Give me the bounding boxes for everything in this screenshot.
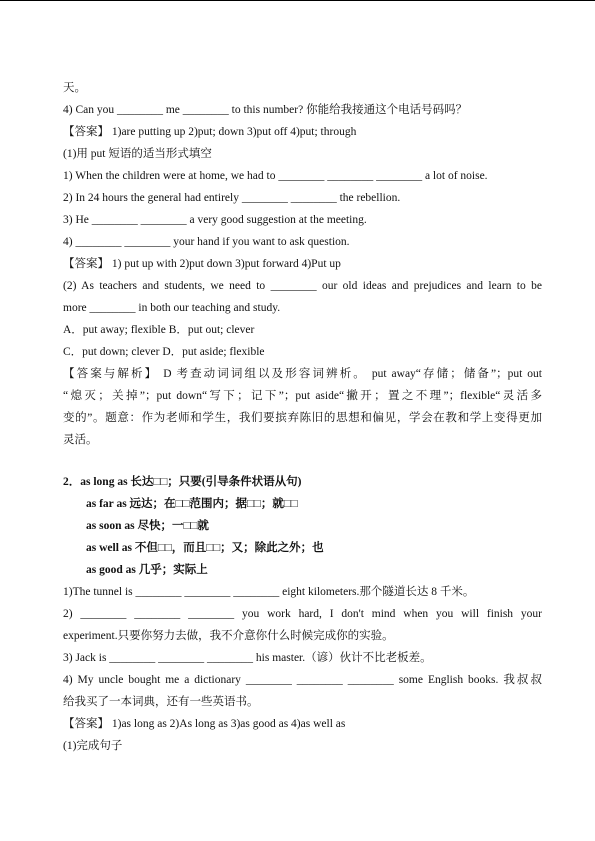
question-line: (2) As teachers and students, we need to ________ our old ideas and prejudices and learn to be <box>63 280 542 292</box>
section-heading: 2．as long as 长达□□；只要(引导条件状语从句) <box>63 476 302 488</box>
option-line: A．put away; flexible B．put out; clever <box>63 324 255 336</box>
header-rule <box>0 0 595 1</box>
question-line: 4) My uncle bought me a dictionary ________ ________ ________ some English books. 我叔叔 <box>63 674 542 686</box>
question-line: 2) ________ ________ ________ you work hard, I don't mind when you will finish your <box>63 608 542 620</box>
explanation-line: 灵活。 <box>63 434 98 446</box>
question-line: 3) He ________ ________ a very good suggestion at the meeting. <box>63 214 367 226</box>
answer-line: 【答案】 1)as long as 2)As long as 3)as good as 4)as well as <box>63 718 346 730</box>
question-line: 4) ________ ________ your hand if you want to ask question. <box>63 236 350 248</box>
answer-line: 【答案】 1)are putting up 2)put; down 3)put off 4)put; through <box>63 126 357 138</box>
answer-line: 【答案】 1) put up with 2)put down 3)put forward 4)Put up <box>63 258 341 270</box>
phrase-definition: as well as 不但□□，而且□□；又；除此之外；也 <box>86 542 324 554</box>
text-line: 天。 <box>63 82 86 94</box>
question-line: experiment.只要你努力去做，我不介意你什么时候完成你的实验。 <box>63 630 394 642</box>
option-line: C．put down; clever D．put aside; flexible <box>63 346 265 358</box>
question-line: 给我买了一本词典，还有一些英语书。 <box>63 696 259 708</box>
question-line: 3) Jack is ________ ________ ________ his master.（谚）伙计不比老板差。 <box>63 652 432 664</box>
phrase-definition: as soon as 尽快；一□□就 <box>86 520 209 532</box>
question-line: 1) When the children were at home, we had to ________ ________ ________ a lot of noise. <box>63 170 488 182</box>
question-line: 1)The tunnel is ________ ________ ________ eight kilometers.那个隧道长达 8 千米。 <box>63 586 475 598</box>
explanation-line: 变的”。题意：作为老师和学生，我们要摈弃陈旧的思想和偏见，学会在教和学上变得更加 <box>63 412 542 424</box>
explanation-line: “熄灭；关掉”；put down“写下；记下”；put aside“撇开；置之不理”；flexible“灵活多 <box>63 390 542 402</box>
document-body <box>63 77 542 757</box>
question-line: more ________ in both our teaching and study. <box>63 302 281 314</box>
question-line: 4) Can you ________ me ________ to this number? 你能给我接通这个电话号码吗？ <box>63 104 468 116</box>
phrase-definition: as far as 远达；在□□范围内；据□□；就□□ <box>86 498 298 510</box>
question-line: 2) In 24 hours the general had entirely ________ ________ the rebellion. <box>63 192 401 204</box>
explanation-line: 【答案与解析】 D 考查动词词组以及形容词辨析。 put away“存储；储备”；put out <box>63 368 542 380</box>
exercise-heading: (1)完成句子 <box>63 740 123 752</box>
phrase-definition: as good as 几乎；实际上 <box>86 564 208 576</box>
exercise-heading: (1)用 put 短语的适当形式填空 <box>63 148 212 160</box>
